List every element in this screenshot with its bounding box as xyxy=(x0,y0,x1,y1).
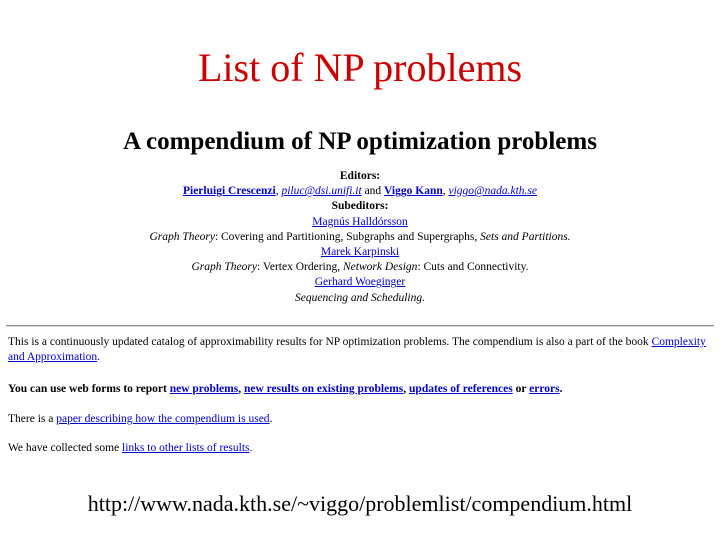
new-results-link[interactable]: new results on existing problems xyxy=(243,383,404,395)
email-link-piluc[interactable]: piluc@dsi.unifi.it xyxy=(281,185,362,198)
subeditor1-area: Graph Theory: Covering and Partitioning, Subgraphs and Supergraphs, Sets and Partitions. xyxy=(149,230,571,243)
email-link-viggo[interactable]: viggo@nada.kth.se xyxy=(448,185,537,198)
subeditor-link-woeginger[interactable]: Gerhard Woeginger xyxy=(314,276,406,289)
errors-link[interactable]: errors xyxy=(529,383,560,395)
updates-references-link[interactable]: updates of references xyxy=(409,383,513,395)
subeditor2-area: Graph Theory: Vertex Ordering, Network Design: Cuts and Connectivity. xyxy=(191,261,529,274)
credits-block xyxy=(0,169,720,306)
other-lists-link[interactable]: links to other lists of results xyxy=(122,442,250,454)
compendium-url: http://www.nada.kth.se/~viggo/problemlist/compendium.html xyxy=(87,491,633,516)
paper-paragraph: There is a paper describing how the compendium is used. xyxy=(8,413,273,425)
editor-link-kann[interactable]: Viggo Kann xyxy=(384,185,443,198)
webpage-screenshot xyxy=(6,125,714,465)
page-heading: A compendium of NP optimization problems xyxy=(123,128,597,155)
intro-paragraph: This is a continuously updated catalog of approximability results for NP optimization problems. The compendium is also a part of the book Complexity and Approximation. xyxy=(8,336,706,363)
new-problems-link[interactable]: new problems xyxy=(169,383,239,395)
paper-link[interactable]: paper describing how the compendium is used xyxy=(56,413,270,425)
subeditor-link-halldorsson[interactable]: Magnús Halldórsson xyxy=(312,215,408,228)
subeditor3-area: Sequencing and Scheduling. xyxy=(295,291,425,304)
book-link[interactable]: Complexity and Approximation xyxy=(8,336,706,363)
subeditor-link-karpinski[interactable]: Marek Karpinski xyxy=(320,246,400,259)
editors-line: Pierluigi Crescenzi, piluc@dsi.unifi.it and Viggo Kann, viggo@nada.kth.se xyxy=(182,185,537,198)
slide-title: List of NP problems xyxy=(197,45,523,90)
report-paragraph: You can use web forms to report new problems, new results on existing problems, updates of references or errors. xyxy=(8,383,563,395)
horizontal-rule xyxy=(6,325,714,327)
editors-label: Editors: xyxy=(339,170,381,182)
links-paragraph: We have collected some links to other lists of results. xyxy=(8,442,253,454)
subeditors-label: Subeditors: xyxy=(331,200,389,213)
and-text: and xyxy=(364,185,382,198)
editor-link-crescenzi[interactable]: Pierluigi Crescenzi xyxy=(182,185,276,198)
